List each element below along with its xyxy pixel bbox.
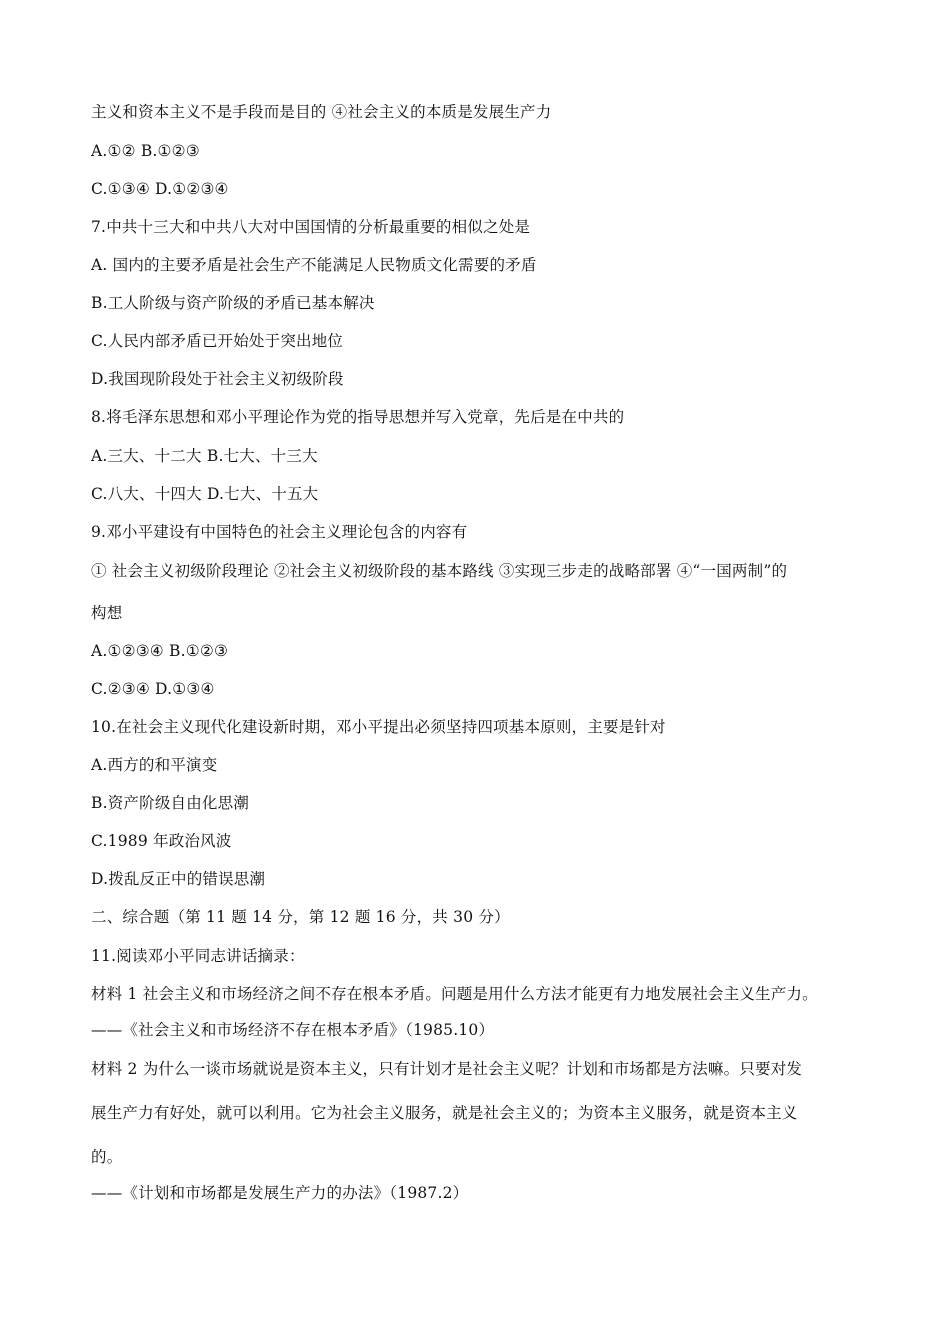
option-line: A.①② B.①②③ (91, 142, 200, 160)
question-10: 10.在社会主义现代化建设新时期，邓小平提出必须坚持四项基本原则，主要是针对 (91, 718, 666, 736)
option-line: C.八大、十四大 D.七大、十五大 (91, 485, 319, 503)
option-line: A. 国内的主要矛盾是社会生产不能满足人民物质文化需要的矛盾 (91, 256, 537, 274)
material-1-source: ——《社会主义和市场经济不存在根本矛盾》（1985.10） (91, 1021, 495, 1039)
option-line: C.①③④ D.①②③④ (91, 180, 229, 198)
question-7: 7.中共十三大和中共八大对中国国情的分析最重要的相似之处是 (91, 218, 531, 236)
material-2: 的。 (91, 1148, 123, 1166)
option-line: C.人民内部矛盾已开始处于突出地位 (91, 332, 344, 350)
material-2-source: ——《计划和市场都是发展生产力的办法》（1987.2） (91, 1184, 469, 1202)
material-2: 材料 2 为什么一谈市场就说是资本主义，只有计划才是社会主义呢？计划和市场都是方法嘛。只要对发 (91, 1060, 803, 1078)
option-line: A.①②③④ B.①②③ (91, 642, 229, 660)
text-line: 构想 (91, 604, 123, 622)
option-line: C.②③④ D.①③④ (91, 680, 215, 698)
question-8: 8.将毛泽东思想和邓小平理论作为党的指导思想并写入党章，先后是在中共的 (91, 408, 625, 426)
option-line: C.1989 年政治风波 (91, 832, 232, 850)
option-line: B.工人阶级与资产阶级的矛盾已基本解决 (91, 294, 375, 312)
material-2: 展生产力有好处，就可以利用。它为社会主义服务，就是社会主义的；为资本主义服务，就是资本主义 (91, 1104, 798, 1122)
material-1: 材料 1 社会主义和市场经济之间不存在根本矛盾。问题是用什么方法才能更有力地发展社会主义生产力。 (91, 985, 818, 1003)
option-line: D.我国现阶段处于社会主义初级阶段 (91, 370, 344, 388)
option-line: D.拨乱反正中的错误思潮 (91, 870, 266, 888)
option-line: A.三大、十二大 B.七大、十三大 (91, 447, 318, 465)
option-line: B.资产阶级自由化思潮 (91, 794, 250, 812)
question-9: 9.邓小平建设有中国特色的社会主义理论包含的内容有 (91, 523, 468, 541)
text-line: ① 社会主义初级阶段理论 ②社会主义初级阶段的基本路线 ③实现三步走的战略部署 ④“一国两制”的 (91, 562, 788, 580)
option-line: A.西方的和平演变 (91, 756, 218, 774)
section-heading: 二、综合题（第 11 题 14 分，第 12 题 16 分，共 30 分） (91, 908, 510, 926)
text-line: 主义和资本主义不是手段而是目的 ④社会主义的本质是发展生产力 (91, 103, 552, 121)
question-11: 11.阅读邓小平同志讲话摘录： (91, 947, 305, 965)
